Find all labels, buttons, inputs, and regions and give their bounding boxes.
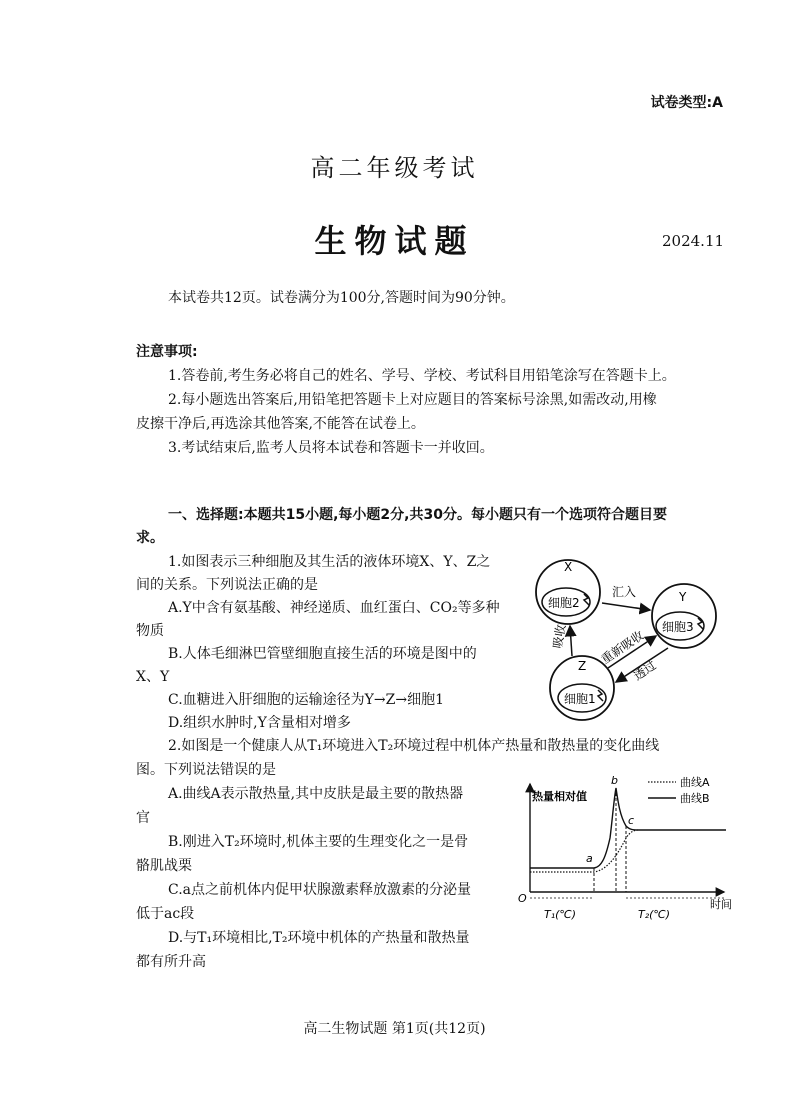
q2-option-d-line2: 都有所升高 bbox=[136, 954, 206, 970]
page-footer: 高二生物试题 第1页(共12页) bbox=[303, 1021, 486, 1037]
heat-curve-chart bbox=[514, 768, 744, 928]
t1-label: T₁(℃) bbox=[544, 908, 577, 921]
q1-option-c: C.血糖进入肝细胞的运输途径为Y→Z→细胞1 bbox=[168, 692, 445, 708]
origin-label: O bbox=[518, 892, 527, 905]
arrow-z-to-x-label: 吸收 bbox=[550, 623, 569, 650]
q1-option-b-line1: B.人体毛细淋巴管壁细胞直接生活的环境是图中的 bbox=[168, 646, 477, 662]
q1-option-a-line1: A.Y中含有氨基酸、神经递质、血红蛋白、CO₂等多种 bbox=[168, 600, 500, 616]
q2-stem-line1: 2.如图是一个健康人从T₁环境进入T₂环境过程中机体产热量和散热量的变化曲线 bbox=[168, 738, 660, 754]
arrow-y-to-z-label: 透过 bbox=[630, 658, 659, 684]
section-heading-line2: 求。 bbox=[136, 530, 164, 546]
q1-stem-line2: 间的关系。下列说法正确的是 bbox=[136, 577, 318, 593]
x-label: X bbox=[564, 560, 573, 574]
z-label: Z bbox=[578, 659, 587, 673]
q2-option-a-line1: A.曲线A表示散热量,其中皮肤是最主要的散热器 bbox=[168, 786, 464, 802]
notes-item-3: 3.考试结束后,监考人员将本试卷和答题卡一并收回。 bbox=[168, 440, 494, 456]
arrow-z-to-x bbox=[570, 626, 572, 656]
legend-b-label: 曲线B bbox=[680, 792, 710, 805]
y-label: Y bbox=[679, 590, 687, 604]
notes-item-1: 1.答卷前,考生务必将自己的姓名、学号、学校、考试科目用铅笔涂写在答题卡上。 bbox=[168, 368, 676, 384]
cell1-label: 细胞1 bbox=[564, 692, 596, 706]
point-a-label: a bbox=[586, 852, 593, 865]
subject-title: 生物试题 bbox=[314, 222, 475, 260]
paper-type-label: 试卷类型:A bbox=[650, 95, 723, 111]
x-axis-label: 时间 bbox=[710, 898, 732, 911]
q2-option-b-line1: B.刚进入T₂环境时,机体主要的生理变化之一是骨 bbox=[168, 834, 469, 850]
point-c-label: c bbox=[628, 814, 635, 827]
q1-option-b-line2: X、Y bbox=[136, 669, 170, 685]
grade-title: 高二年级考试 bbox=[310, 154, 479, 182]
q2-option-c-line1: C.a点之前机体内促甲状腺激素释放激素的分泌量 bbox=[168, 882, 472, 898]
legend-a-label: 曲线A bbox=[680, 776, 710, 789]
arrow-x-to-y-label: 汇入 bbox=[612, 585, 637, 599]
q2-stem-line2: 图。下列说法错误的是 bbox=[136, 762, 276, 778]
notes-item-2-line2: 皮擦干净后,再选涂其他答案,不能答在试卷上。 bbox=[136, 416, 425, 432]
q2-option-d-line1: D.与T₁环境相比,T₂环境中机体的产热量和散热量 bbox=[168, 930, 470, 946]
q2-option-c-line2: 低于ac段 bbox=[136, 906, 195, 922]
cell3-label: 细胞3 bbox=[662, 620, 694, 634]
q2-option-b-line2: 骼肌战栗 bbox=[136, 858, 192, 874]
y-axis-label: 热量相对值 bbox=[532, 790, 587, 803]
section-heading-line1: 一、选择题:本题共15小题,每小题2分,共30分。每小题只有一个选项符合题目要 bbox=[168, 507, 667, 523]
exam-intro: 本试卷共12页。试卷满分为100分,答题时间为90分钟。 bbox=[168, 290, 515, 306]
q1-option-a-line2: 物质 bbox=[136, 623, 164, 639]
notes-item-2-line1: 2.每小题选出答案后,用铅笔把答题卡上对应题目的答案标号涂黑,如需改动,用橡 bbox=[168, 392, 657, 408]
q1-option-d: D.组织水肿时,Y含量相对增多 bbox=[168, 715, 351, 731]
q1-stem-line1: 1.如图表示三种细胞及其生活的液体环境X、Y、Z之 bbox=[168, 554, 491, 570]
exam-date: 2024.11 bbox=[662, 232, 725, 250]
arrow-x-to-y bbox=[602, 603, 650, 610]
point-b-label: b bbox=[611, 774, 618, 787]
notes-heading: 注意事项: bbox=[136, 344, 198, 360]
t2-label: T₂(℃) bbox=[638, 908, 671, 921]
cell2-label: 细胞2 bbox=[548, 596, 580, 610]
fluid-environment-diagram bbox=[528, 548, 728, 728]
arrow-z-to-y-label: 重新吸收 bbox=[598, 628, 647, 667]
q2-option-a-line2: 官 bbox=[136, 810, 150, 826]
curve-a bbox=[530, 830, 638, 872]
